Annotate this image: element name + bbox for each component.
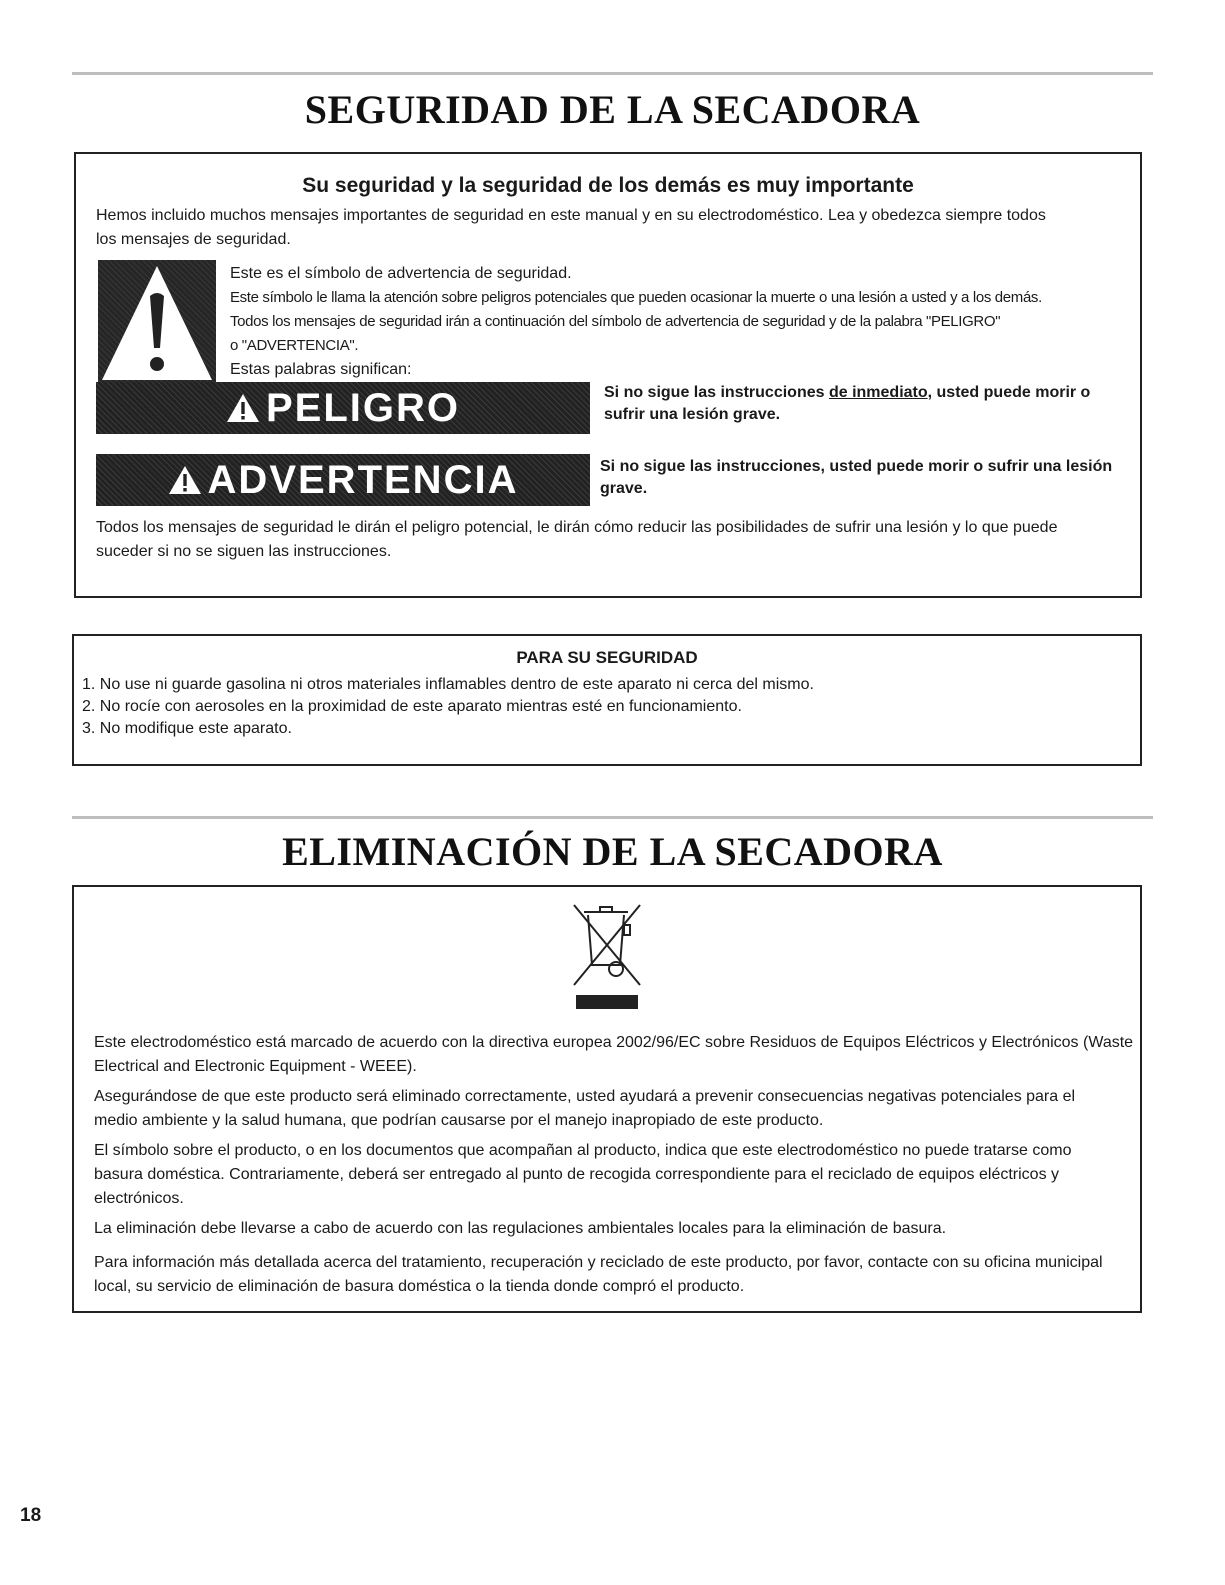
safety-section-title: SEGURIDAD DE LA SECADORA — [304, 87, 921, 132]
disposal-paragraph: Este electrodoméstico está marcado de acuerdo con la directiva europea 2002/96/EC sobre Residuos de Equipos Eléctricos y Electrónicos (Waste Electrical and Electronic Equipment - WEEE). — [94, 1034, 1134, 1075]
danger-desc-before: Si no sigue las instrucciones — [604, 384, 829, 401]
crossed-out-wheelie-bin-icon — [568, 899, 648, 991]
symbol-line-1: Este es el símbolo de advertencia de seguridad. — [230, 265, 572, 282]
warning-triangle-icon — [98, 260, 216, 386]
disposal-paragraph: Para información más detallada acerca del tratamiento, recuperación y reciclado de este producto, por favor, contacte con su oficina municipal local, su servicio de eliminación de basura doméstica o la tienda donde compró el producto. — [94, 1254, 1103, 1295]
safety-heading: Su seguridad y la seguridad de los demás es muy importante — [302, 174, 914, 197]
small-alert-triangle-icon — [168, 465, 202, 495]
safety-footer: Todos los mensajes de seguridad le dirán el peligro potencial, le dirán cómo reducir las posibilidades de sufrir una lesión y lo que puede suceder si no se siguen las instrucciones. — [96, 519, 1058, 560]
symbol-line-3: Todos los mensajes de seguridad irán a continuación del símbolo de advertencia de seguridad y de la palabra "PELIGRO" — [230, 313, 1001, 330]
weee-bar — [576, 995, 638, 1009]
warning-signal-word — [96, 454, 590, 506]
small-alert-triangle-icon — [226, 393, 260, 423]
symbol-line-5: Estas palabras significan: — [230, 361, 412, 378]
danger-desc-underlined: de inmediato — [828, 384, 928, 401]
symbol-line-2: Este símbolo le llama la atención sobre peligros potenciales que pueden ocasionar la muerte o una lesión a usted y a los demás. — [230, 289, 1042, 306]
warning-description: Si no sigue las instrucciones, usted puede morir o sufrir una lesión grave. — [600, 458, 1113, 497]
disposal-paragraph: El símbolo sobre el producto, o en los documentos que acompañan al producto, indica que este electrodoméstico no puede tratarse como basura doméstica. Contrariamente, deberá ser entregado al punto de recogida correspondiente para el reciclado de equipos eléctricos y electrónicos. — [94, 1142, 1072, 1207]
safety-alert-icon-tile — [98, 260, 216, 386]
for-safety-box — [72, 634, 1142, 766]
disposal-box — [72, 885, 1142, 1313]
page-number: 18 — [20, 1505, 42, 1526]
symbol-line-4: o "ADVERTENCIA". — [230, 337, 359, 354]
for-safety-list — [82, 674, 814, 740]
list-item: 2. No rocíe con aerosoles en la proximidad de este aparato mientras esté en funcionamiento. — [82, 698, 742, 715]
list-item: 3. No modifique este aparato. — [82, 720, 292, 737]
top-rule — [72, 72, 1153, 75]
danger-description — [604, 382, 1128, 426]
middle-rule — [72, 816, 1153, 819]
disposal-paragraph: La eliminación debe llevarse a cabo de acuerdo con las regulaciones ambientales locales para la eliminación de basura. — [94, 1220, 947, 1237]
disposal-paragraph: Asegurándose de que este producto será eliminado correctamente, usted ayudará a prevenir consecuencias negativas potenciales para el medio ambiente y la salud humana, que podrían causarse por el manejo inapropiado de este producto. — [94, 1088, 1076, 1129]
danger-signal-word — [96, 382, 590, 434]
disposal-section-title: ELIMINACIÓN DE LA SECADORA — [282, 829, 943, 874]
safety-messages-box — [74, 152, 1142, 598]
list-item: 1. No use ni guarde gasolina ni otros materiales inflamables dentro de este aparato ni cerca del mismo. — [82, 676, 814, 693]
for-safety-heading: PARA SU SEGURIDAD — [516, 648, 698, 667]
danger-label: PELIGRO — [265, 385, 461, 430]
safety-intro: Hemos incluido muchos mensajes importantes de seguridad en este manual y en su electrodoméstico. Lea y obedezca siempre todos los mensajes de seguridad. — [96, 207, 1046, 248]
warning-label: ADVERTENCIA — [207, 457, 519, 502]
danger-desc-after: , usted puede morir o sufrir una lesión grave. — [604, 384, 1091, 423]
